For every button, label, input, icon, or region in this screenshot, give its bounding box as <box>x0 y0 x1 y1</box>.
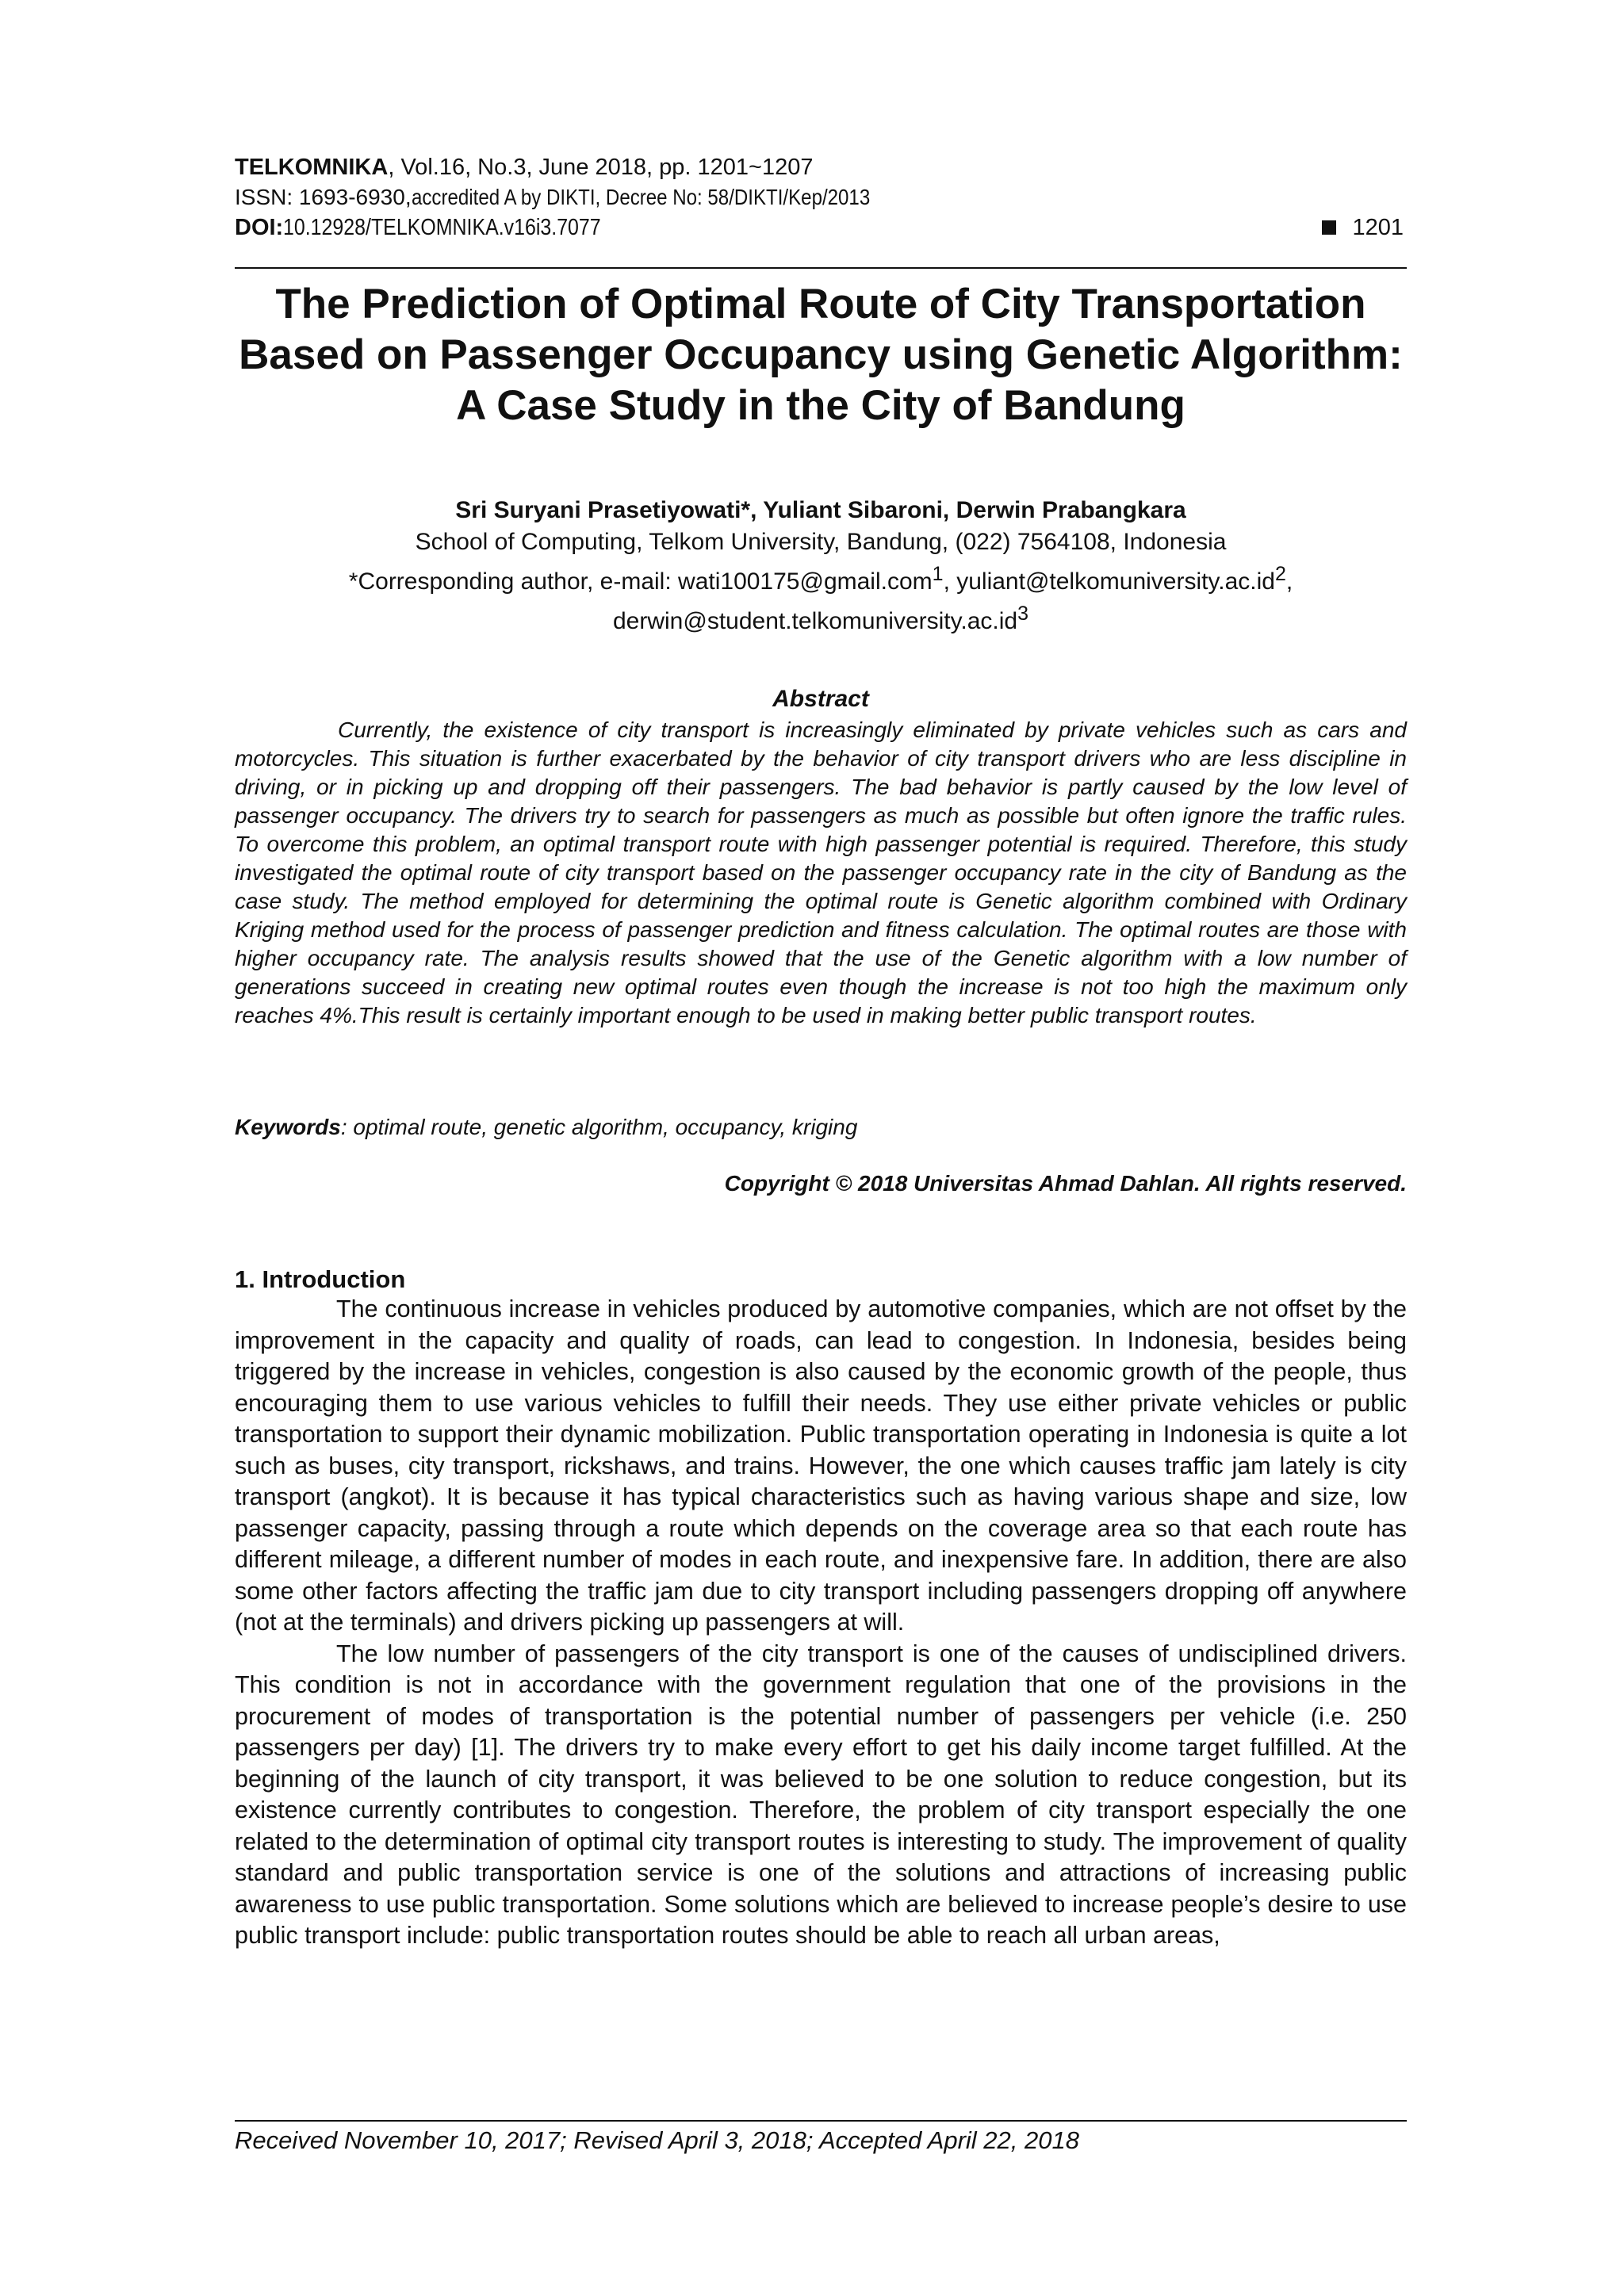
paragraph: The continuous increase in vehicles produced by automotive companies, which are not offset by the improvement in the capacity and quality of roads, can lead to congestion. In Indonesia, besides being triggered by the increase in vehicles, congestion is also caused by the economic growth of the people, thus encouraging them to use various vehicles to fulfill their needs. They use either private vehicles or public transportation to support their dynamic mobilization. Public transportation operating in Indonesia is quite a lot such as buses, city transport, rickshaws, and trains. However, the one which causes traffic jam lately is city transport (angkot). It is because it has typical characteristics such as having various shape and size, low passenger capacity, passing through a route which depends on the coverage area so that each route has different mileage, a different number of modes in each route, and inexpensive fare. In addition, there are also some other factors affecting the traffic jam due to city transport including passengers dropping off anywhere (not at the terminals) and drivers picking up passengers at will. <box>235 1295 1407 1636</box>
email-2[interactable]: yuliant@telkomuniversity.ac.id <box>956 568 1275 595</box>
journal-name: TELKOMNIKA <box>235 155 389 180</box>
doi-value: 10.12928/TELKOMNIKA.v16i3.7077 <box>283 215 601 240</box>
email-3[interactable]: derwin@student.telkomuniversity.ac.id <box>612 608 1018 634</box>
page-number-block <box>1322 212 1407 243</box>
email-2-sup: 2 <box>1274 563 1286 585</box>
accreditation: accredited A by DIKTI, Decree No: 58/DIKTI/Kep/2013 <box>411 185 870 209</box>
issn-line <box>235 182 1407 212</box>
corresponding-line: *Corresponding author, e-mail: wati100175@gmail.com$^1$, $yuliant@telkomuniversity.ac.id^2$, <box>348 563 1293 595</box>
keywords-line <box>235 1115 1407 1140</box>
doi-line <box>235 212 1407 243</box>
received-dates: Received November 10, 2017; Revised April 3, 2018; Accepted April 22, 2018 <box>235 2126 1079 2154</box>
keywords-label: Keywords <box>235 1115 341 1139</box>
keywords-text: : optimal route, genetic algorithm, occupancy, kriging <box>340 1115 858 1139</box>
abstract-heading: Abstract <box>772 686 869 712</box>
corresponding-prefix: *Corresponding author, e-mail: <box>348 568 679 595</box>
introduction-body <box>235 1294 1407 1952</box>
page-number: 1201 <box>1352 215 1404 240</box>
email-1[interactable]: wati100175@gmail.com <box>678 568 933 595</box>
section-heading-introduction: 1. Introduction <box>235 1265 406 1293</box>
affiliation: School of Computing, Telkom University, Bandung, (022) 7564108, Indonesia <box>415 529 1227 555</box>
email-1-sup: 1 <box>932 563 944 585</box>
paragraph: The low number of passengers of the city transport is one of the causes of undisciplined drivers. This condition is not in accordance with the government regulation that one of the provisions in the procurement of modes of transportation is the potential number of passengers per vehicle (i.e. 250 passengers per day) [1]. The drivers try to make every effort to get his daily income target fulfilled. At the beginning of the launch of city transport, it was believed to be one solution to reduce congestion, but its existence currently contributes to congestion. Therefore, the problem of city transport especially the one related to the determination of optimal city transport routes is interesting to study. The improvement of quality standard and public transportation service is one of the solutions and attractions of increasing public awareness to use public transportation. Some solutions which are believed to increase people’s desire to use public transport include: public transportation routes should be able to reach all urban areas, <box>235 1640 1407 1949</box>
doi-label: DOI: <box>235 215 284 240</box>
paper-title: The Prediction of Optimal Route of City Transportation Based on Passenger Occupancy using Genetic Algorithm: A Case Study in the City of Bandung <box>239 281 1403 429</box>
paper-page <box>235 0 1407 2296</box>
volume-info: , Vol.16, No.3, June 2018, pp. 1201~1207 <box>388 155 814 180</box>
header-rule <box>235 267 1407 269</box>
footer-rule <box>235 2120 1407 2122</box>
journal-line <box>235 152 1407 182</box>
abstract-text: Currently, the existence of city transport is increasingly eliminated by private vehicles such as cars and motorcycles. This situation is further exacerbated by the behavior of city transport drivers who are less discipline in driving, or in picking up and dropping off their passengers. The bad behavior is partly caused by the low level of passenger occupancy. The drivers try to search for passengers as much as possible but often ignore the traffic rules. To overcome this problem, an optimal transport route with high passenger potential is required. Therefore, this study investigated the optimal route of city transport based on the passenger occupancy rate in the city of Bandung as the case study. The method employed for determining the optimal route is Genetic algorithm combined with Ordinary Kriging method used for the process of passenger prediction and fitness calculation. The optimal routes are those with higher occupancy rate. The analysis results showed that the use of the Genetic algorithm with a low number of generations succeed in creating new optimal routes even though the increase is not too high the maximum only reaches 4%.This result is certainly important enough to be used in making better public transport routes. <box>235 718 1407 1027</box>
copyright-notice: Copyright © 2018 Universitas Ahmad Dahlan. All rights reserved. <box>724 1171 1407 1196</box>
author-names: Sri Suryani Prasetiyowati*, Yuliant Sibaroni, Derwin Prabangkara <box>455 497 1186 523</box>
square-bullet-icon <box>1322 220 1336 235</box>
author-block <box>235 495 1407 637</box>
email-line-2 <box>235 598 1407 637</box>
issn: ISSN: 1693-6930, <box>235 185 412 209</box>
email-3-sup: 3 <box>1017 603 1029 625</box>
running-header <box>235 152 1407 243</box>
